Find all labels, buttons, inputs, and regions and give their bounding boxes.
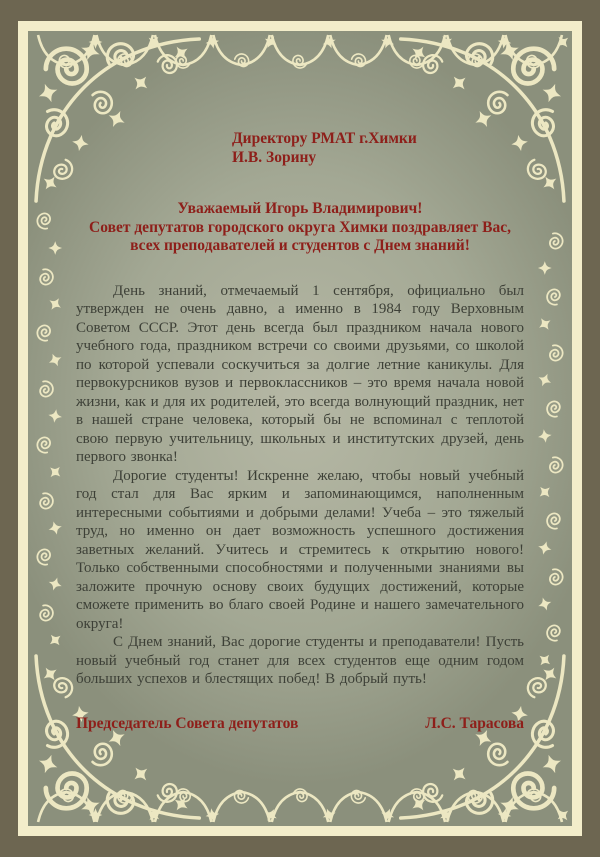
body-paragraph-1: День знаний, отмечаемый 1 сентября, официально был утвержден не очень давно, а именно в 1984 году Верховным Советом СССР. Этот день всегда был праздником начала нового учебного года, праздником встречи со своими друзьями, со школой по которой успевали соскучиться за долгие летние каникулы. Для первокурсников вузов и первоклассников – это время начала новой жизни, как и для их родителей, это всегда волнующий праздник, нет в нашей стране человека, который бы не вспоминал с теплотой свою первую учительницу, школьных и институтских друзей, день первого звонка!: [76, 282, 524, 465]
recipient-line-2: И.В. Зорину: [232, 148, 317, 166]
cream-border-band: [18, 21, 582, 836]
body-paragraph-3: С Днем знаний, Вас дорогие студенты и преподаватели! Пусть новый учебный год станет для всех студентов еще одним годом больших успехов и блестящих побед! В добрый путь!: [76, 634, 524, 687]
letter-content: [76, 31, 524, 733]
signature-title: Председатель Совета депутатов: [76, 714, 299, 732]
body-paragraph-2: Дорогие студенты! Искренне желаю, чтобы новый учебный год стал для Вас ярким и запоминающимся, наполненным интересными событиями и добрыми делами! Учеба – это тяжелый труд, но именно он дает возможность успешного достижения заветных желаний. Учитесь и стремитесь к открытию нового! Только собственными способностями и полученными знаниями вы заложите прочную основу своих будущих достижений, которые сможете применить во благо своей Родине и нашего замечательного округа!: [76, 467, 524, 632]
recipient-line-1: Директору РМАТ г.Химки: [232, 130, 417, 147]
salutation-block: [76, 200, 524, 256]
paper-background: [28, 31, 572, 826]
letter-body: [76, 282, 524, 689]
signature-name: Л.С. Тарасова: [425, 714, 524, 732]
salutation-line-2: Совет депутатов городского округа Химки поздравляет Вас,: [89, 218, 511, 236]
salutation-line-3: всех преподавателей и студентов с Днем знаний!: [130, 237, 470, 254]
salutation-line-1: Уважаемый Игорь Владимирович!: [177, 200, 423, 217]
recipient-block: [232, 130, 524, 167]
signature-row: [76, 715, 524, 733]
